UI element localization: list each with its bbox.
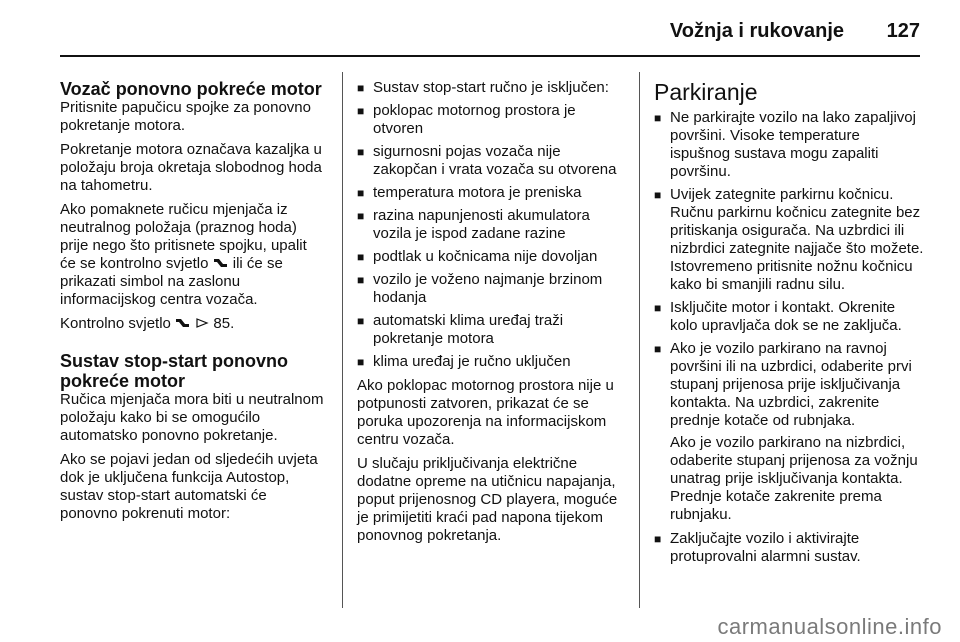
list-item: ■ Ne parkirajte vozilo na lako zapaljivoj površini. Visoke temperature ispušnog sustava mogu zapaliti površinu. [654,109,916,180]
stop-start-indicator-icon [175,316,191,328]
list-item: ■ razina napunjenosti akumulatora vozila je ispod zadane razine [357,207,590,242]
page-number: 127 [886,20,920,42]
paragraph: Ako poklopac motornog prostora nije u potpunosti zatvoren, prikazat će se poruka upozorenja na informacijskom centru vozača. [357,377,614,448]
bullet-icon: ■ [357,314,365,328]
section-heading-driver-restart: Vozač ponovno pokreće motor [60,79,322,99]
stop-start-indicator-icon [213,256,229,268]
bullet-icon: ■ [654,342,662,356]
bullet-icon: ■ [357,273,365,287]
parking-list-end [654,530,924,566]
list-item: ■ klima uređaj je ručno uključen [357,353,571,370]
column-1 [60,79,326,529]
column-divider-2 [639,72,640,608]
list-item: ■ Isključite motor i kontakt. Okrenite kolo upravljača dok se ne zaključa. [654,299,902,334]
bullet-icon: ■ [357,81,365,95]
page-reference: 85. [213,315,235,332]
bullet-icon: ■ [357,355,365,369]
bullet-icon: ■ [357,104,365,118]
list-item: ■ temperatura motora je preniska [357,184,582,201]
section-heading-stop-start-restart: Sustav stop-start ponovno pokreće motor [60,351,289,391]
paragraph: U slučaju priključivanja električne dodatne opreme na utičnicu napajanja, poput prijenosnog CD playera, moguće je primijetiti kraći pad napona tijekom ponovnog pokretanja. [357,455,618,544]
condition-list [357,79,623,371]
list-item: ■ sigurnosni pojas vozača nije zakopčan i vrata vozača su otvorena [357,143,617,178]
bullet-icon: ■ [357,209,365,223]
paragraph-text: Kontrolno svjetlo [60,315,171,332]
list-item: ■ podtlak u kočnicama nije dovoljan [357,248,598,265]
paragraph: Ručica mjenjača mora biti u neutralnom položaju kako bi se omogućilo automatsko ponovno pokretanje. [60,391,324,444]
paragraph-indicator [60,201,326,309]
list-item: ■ Ako je vozilo parkirano na ravnoj površini ili na uzbrdici, odaberite prvi stupanj prijenosa prije isključivanja kontakta. Na uzbrdici, zakrenite prednje kotače od rubnjaka. [654,340,912,429]
bullet-icon: ■ [654,532,662,546]
paragraph-text: Ako pomaknete ručicu mjenjača iz neutralnog položaja (praznog hoda) prije nego što pritisnete spojku, upalit će se kontrolno svjetlo [60,201,307,272]
list-item: ■ automatski klima uređaj traži pokretanje motora [357,312,564,347]
list-item: ■ poklopac motornog prostora je otvoren [357,102,576,137]
bullet-icon: ■ [654,188,662,202]
list-item: ■ Zaključajte vozilo i aktivirajte protuprovalni alarmni sustav. [654,530,861,565]
list-item: ■ Sustav stop-start ručno je isključen: [357,79,609,96]
column-2 [357,79,623,551]
bullet-icon: ■ [654,301,662,315]
paragraph: Pokretanje motora označava kazaljka u položaju broja okretaja slobodnog hoda na tahometru. [60,141,322,194]
bullet-icon: ■ [357,145,365,159]
chapter-title: Vožnja i rukovanje [669,20,844,42]
page-header [0,0,960,55]
paragraph-text: ili će se prikazati simbol na zaslonu informacijskog centra vozača. [60,255,283,308]
list-item: ■ vozilo je voženo najmanje brzinom hodanja [357,271,603,306]
section-title-parking: Parkiranje [654,79,758,105]
bullet-icon: ■ [654,111,662,125]
column-divider-1 [342,72,343,608]
bullet-icon: ■ [357,186,365,200]
sub-paragraph: Ako je vozilo parkirano na nizbrdici, odaberite stupanj prijenosa za vožnju unatrag prije isključivanja kontakta. Prednje kotače zakrenite prema rubnjaku. [670,434,918,523]
column-3 [654,79,924,572]
page-reference-arrow-icon [195,316,209,328]
paragraph: Ako se pojavi jedan od sljedećih uvjeta dok je uključena funkcija Autostop, sustav stop-start automatski će ponovno pokrenuti motor: [60,451,318,522]
header-divider [60,55,920,57]
paragraph: Pritisnite papučicu spojke za ponovno pokretanje motora. [60,99,311,134]
watermark: carmanualsonline.info [717,614,942,639]
parking-list [654,109,924,430]
list-item: ■ Uvijek zategnite parkirnu kočnicu. Ručnu parkirnu kočnicu zategnite bez pritiskanja osigurača. Na uzbrdici ili nizbrdici zategnite najjače što možete. Istovremeno pritisnite nožnu kočnicu kako bi smanjili radnu silu. [654,186,924,293]
paragraph-reference [60,315,326,333]
bullet-icon: ■ [357,250,365,264]
